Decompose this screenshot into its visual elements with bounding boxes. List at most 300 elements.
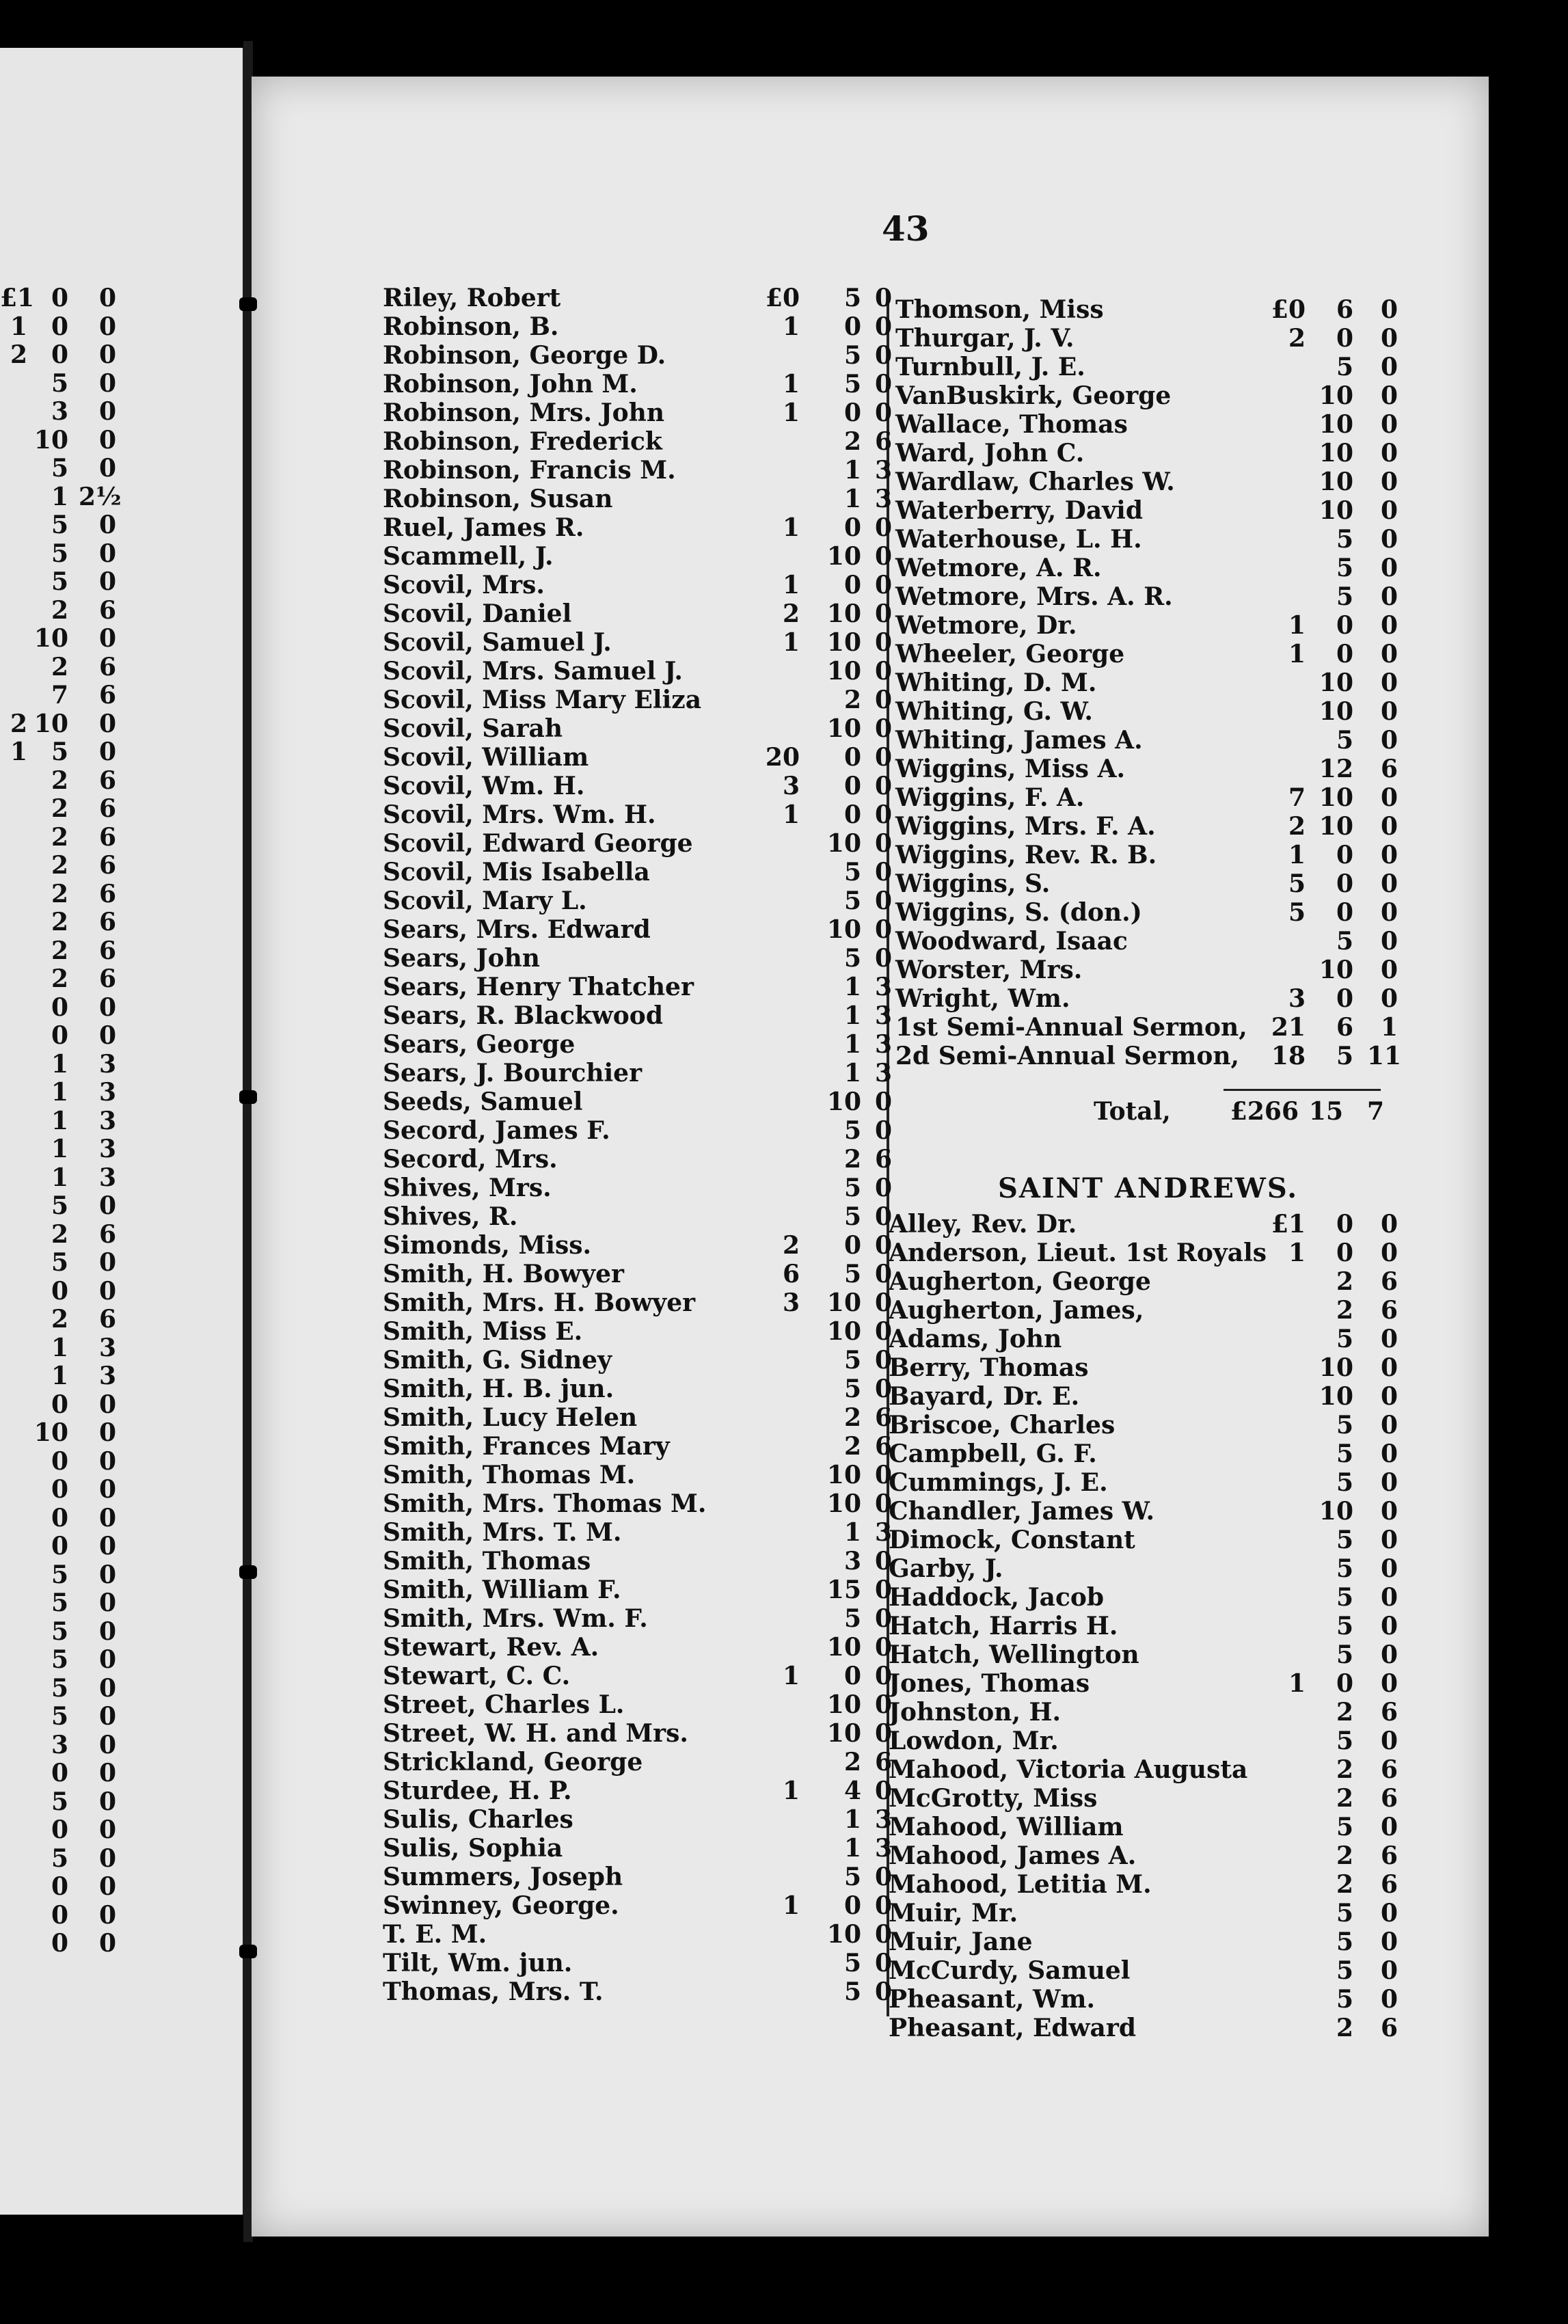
subscriber-row bbox=[383, 1489, 895, 1518]
amount-shillings: 5 bbox=[843, 887, 861, 915]
amount-pounds: 5 bbox=[1288, 869, 1306, 898]
left-page-amount-row bbox=[0, 851, 137, 880]
subscriber-name: Dimock, Constant bbox=[889, 1526, 1135, 1554]
amount-shillings: 5 bbox=[843, 1202, 861, 1231]
left-amount-pence: 0 bbox=[98, 1900, 116, 1930]
subscriber-name: Sears, Mrs. Edward bbox=[383, 915, 651, 944]
amount-shillings: 0 bbox=[1336, 640, 1353, 668]
amount-shillings: 3 bbox=[843, 1547, 861, 1576]
subscriber-name: Anderson, Lieut. 1st Royals bbox=[889, 1239, 1267, 1267]
subscriber-name: Jones, Thomas bbox=[889, 1669, 1090, 1698]
amount-pounds: 1 bbox=[782, 398, 800, 427]
amount-shillings: 0 bbox=[843, 1662, 861, 1690]
subscriber-row bbox=[895, 324, 1401, 353]
amount-pence: 6 bbox=[874, 1432, 892, 1461]
subscriber-name: Smith, Miss E. bbox=[383, 1317, 583, 1346]
amount-shillings: 5 bbox=[1336, 1440, 1353, 1468]
amount-pence: 0 bbox=[1380, 1526, 1398, 1554]
left-amount-pence: 0 bbox=[98, 312, 116, 341]
subscriber-row bbox=[383, 1949, 895, 1977]
subscriber-row bbox=[383, 1087, 895, 1116]
amount-shillings: 5 bbox=[1336, 1956, 1353, 1985]
subscriber-name: Strickland, George bbox=[383, 1748, 643, 1776]
subscriber-name: Robinson, Susan bbox=[383, 485, 613, 513]
left-page-amount-row bbox=[0, 426, 137, 455]
left-page-amount-row bbox=[0, 1248, 137, 1277]
left-page-amount-row bbox=[0, 908, 137, 936]
amount-shillings: 5 bbox=[1336, 1325, 1353, 1353]
amount-shillings: 10 bbox=[826, 1719, 861, 1748]
amount-shillings: 5 bbox=[1336, 1554, 1353, 1583]
amount-pence: 6 bbox=[1380, 1784, 1398, 1813]
left-amount-pence: 0 bbox=[98, 1872, 116, 1901]
amount-pounds: 2 bbox=[782, 1231, 800, 1260]
left-amount-shillings: 0 bbox=[51, 1759, 68, 1787]
amount-shillings: 10 bbox=[1319, 812, 1353, 841]
subscriber-row bbox=[383, 1776, 895, 1805]
left-amount-pence: 0 bbox=[98, 1702, 116, 1731]
amount-shillings: 1 bbox=[843, 1834, 861, 1863]
amount-shillings: 5 bbox=[1336, 1928, 1353, 1956]
subscriber-name: Wiggins, Rev. R. B. bbox=[895, 841, 1157, 869]
subscriber-row bbox=[895, 927, 1401, 956]
amount-pence: 0 bbox=[1380, 1440, 1398, 1468]
total-pounds: £266 bbox=[1230, 1097, 1299, 1126]
subscriber-name: Mahood, James A. bbox=[889, 1841, 1137, 1870]
amount-pounds: 6 bbox=[782, 1260, 800, 1288]
left-amount-shillings: 2 bbox=[51, 794, 68, 823]
amount-pence: 0 bbox=[874, 370, 892, 398]
left-page-amount-row bbox=[0, 284, 137, 312]
subscriber-row bbox=[889, 1296, 1401, 1325]
subscriber-name: Wright, Wm. bbox=[895, 984, 1070, 1013]
amount-pence: 3 bbox=[874, 973, 892, 1001]
amount-pence: 0 bbox=[1380, 1612, 1398, 1640]
amount-shillings: 5 bbox=[1336, 525, 1353, 554]
amount-pence: 0 bbox=[1380, 611, 1398, 640]
left-page-amount-row bbox=[0, 511, 137, 539]
amount-shillings: 2 bbox=[1336, 1870, 1353, 1899]
left-page-amount-row bbox=[0, 823, 137, 852]
amount-shillings: 2 bbox=[1336, 1755, 1353, 1784]
amount-pence: 0 bbox=[1380, 927, 1398, 956]
subscriber-name: Wetmore, Mrs. A. R. bbox=[895, 582, 1173, 611]
left-page-amount-row bbox=[0, 1475, 137, 1504]
subscriber-name: McGrotty, Miss bbox=[889, 1784, 1098, 1813]
amount-pence: 0 bbox=[1380, 1497, 1398, 1526]
left-amount-pounds: 1 bbox=[10, 738, 27, 766]
amount-shillings: 0 bbox=[843, 800, 861, 829]
subscriber-row bbox=[889, 1985, 1401, 2014]
amount-pence: 0 bbox=[874, 341, 892, 370]
amount-shillings: 0 bbox=[1336, 984, 1353, 1013]
subscriber-row bbox=[383, 858, 895, 887]
subscriber-row bbox=[383, 1260, 895, 1288]
left-amount-shillings: 7 bbox=[51, 681, 68, 710]
amount-pence: 6 bbox=[1380, 1870, 1398, 1899]
subscriber-row bbox=[383, 1231, 895, 1260]
amount-pence: 0 bbox=[1380, 1956, 1398, 1985]
page-number: 43 bbox=[882, 208, 930, 249]
amount-shillings: 5 bbox=[1336, 1468, 1353, 1497]
total-row bbox=[1094, 1097, 1388, 1126]
subscriber-name: Scovil, William bbox=[383, 743, 589, 772]
left-amount-shillings: 10 bbox=[33, 709, 68, 738]
subscriber-row bbox=[383, 427, 895, 456]
subscriber-name: Wallace, Thomas bbox=[895, 410, 1128, 439]
amount-pounds: 1 bbox=[782, 800, 800, 829]
left-amount-shillings: 0 bbox=[51, 1872, 68, 1901]
amount-shillings: 5 bbox=[1336, 726, 1353, 755]
left-amount-pence: 0 bbox=[98, 1589, 116, 1617]
subscriber-name: Smith, Mrs. Wm. F. bbox=[383, 1604, 648, 1633]
left-page-amount-row bbox=[0, 1872, 137, 1901]
amount-pence: 0 bbox=[874, 628, 892, 657]
subscriber-name: Muir, Jane bbox=[889, 1928, 1033, 1956]
subscriber-row bbox=[383, 973, 895, 1001]
left-page-amount-row bbox=[0, 340, 137, 369]
subscriber-name: Smith, H. Bowyer bbox=[383, 1260, 624, 1288]
subscriber-row bbox=[383, 1977, 895, 2006]
amount-pence: 6 bbox=[874, 1748, 892, 1776]
left-page-amount-row bbox=[0, 454, 137, 483]
subscriber-name: Seeds, Samuel bbox=[383, 1087, 583, 1116]
left-amount-pence: 0 bbox=[98, 1759, 116, 1787]
subscriber-row bbox=[895, 640, 1401, 668]
left-amount-pence: 3 bbox=[98, 1333, 116, 1362]
amount-shillings: 2 bbox=[843, 1748, 861, 1776]
left-amount-shillings: 0 bbox=[51, 1503, 68, 1532]
left-page-amount-row bbox=[0, 483, 137, 511]
amount-shillings: 0 bbox=[843, 513, 861, 542]
left-page-amount-row bbox=[0, 1901, 137, 1930]
subscriber-row bbox=[383, 1288, 895, 1317]
amount-pence: 0 bbox=[1380, 1640, 1398, 1669]
left-amount-shillings: 3 bbox=[51, 397, 68, 426]
amount-shillings: 10 bbox=[826, 599, 861, 628]
subscriber-name: Sears, J. Bourchier bbox=[383, 1059, 643, 1087]
amount-shillings: 0 bbox=[1336, 869, 1353, 898]
amount-shillings: 1 bbox=[843, 1805, 861, 1834]
subscriber-row bbox=[895, 812, 1401, 841]
left-amount-pence: 0 bbox=[98, 738, 116, 766]
amount-pence: 0 bbox=[874, 1891, 892, 1920]
amount-pence: 0 bbox=[874, 312, 892, 341]
amount-shillings: 5 bbox=[1336, 1526, 1353, 1554]
amount-pence: 0 bbox=[1380, 869, 1398, 898]
subscriber-row bbox=[383, 1174, 895, 1202]
left-page-amount-row bbox=[0, 1702, 137, 1731]
subscriber-name: Smith, Thomas M. bbox=[383, 1461, 636, 1489]
left-amount-pence: 0 bbox=[98, 1418, 116, 1447]
amount-shillings: 6 bbox=[1336, 1013, 1353, 1042]
left-page-amount-row bbox=[0, 1787, 137, 1816]
amount-shillings: 2 bbox=[1336, 2014, 1353, 2042]
amount-pence: 0 bbox=[874, 800, 892, 829]
amount-pence: 0 bbox=[874, 1375, 892, 1403]
left-amount-pence: 0 bbox=[98, 1843, 116, 1873]
amount-shillings: 1 bbox=[843, 456, 861, 485]
left-amount-pence: 6 bbox=[98, 908, 116, 936]
amount-pence: 0 bbox=[874, 657, 892, 686]
amount-pence: 0 bbox=[874, 1633, 892, 1662]
subscriber-name: 1st Semi-Annual Sermon, bbox=[895, 1013, 1247, 1042]
subscriber-row bbox=[383, 1920, 895, 1949]
amount-shillings: 12 bbox=[1319, 755, 1353, 783]
amount-pence: 3 bbox=[874, 1834, 892, 1863]
amount-pence: 0 bbox=[1380, 1353, 1398, 1382]
left-amount-pence: 0 bbox=[98, 709, 116, 738]
subscriber-name: Tilt, Wm. jun. bbox=[383, 1949, 573, 1977]
amount-pence: 0 bbox=[874, 1461, 892, 1489]
left-amount-shillings: 5 bbox=[51, 1843, 68, 1873]
left-amount-shillings: 5 bbox=[51, 1617, 68, 1646]
amount-shillings: 1 bbox=[843, 1518, 861, 1547]
amount-shillings: 0 bbox=[843, 772, 861, 800]
left-amount-pounds: 2 bbox=[10, 340, 27, 369]
left-page-amount-row bbox=[0, 397, 137, 426]
subscriber-name: McCurdy, Samuel bbox=[889, 1956, 1131, 1985]
left-page-amount-row bbox=[0, 539, 137, 568]
left-page-amount-row bbox=[0, 1163, 137, 1192]
left-page-amount-row bbox=[0, 993, 137, 1022]
left-page-amount-row bbox=[0, 1929, 137, 1958]
subscriber-row bbox=[895, 381, 1401, 410]
subscriber-row bbox=[889, 1440, 1401, 1468]
subscriber-row bbox=[383, 312, 895, 341]
amount-pence: 3 bbox=[874, 1030, 892, 1059]
left-amount-shillings: 5 bbox=[51, 1560, 68, 1589]
left-amount-shillings: 2 bbox=[51, 851, 68, 880]
subscriber-row bbox=[383, 398, 895, 427]
amount-shillings: 5 bbox=[843, 284, 861, 312]
left-page-amount-row bbox=[0, 1504, 137, 1532]
amount-shillings: 2 bbox=[843, 1432, 861, 1461]
left-page-amount-row bbox=[0, 624, 137, 653]
left-amount-pence: 0 bbox=[98, 1645, 116, 1674]
amount-pence: 0 bbox=[874, 714, 892, 743]
subscriber-row bbox=[383, 1690, 895, 1719]
amount-pence: 6 bbox=[1380, 1755, 1398, 1784]
subscriber-row bbox=[895, 1013, 1401, 1042]
left-amount-shillings: 10 bbox=[33, 425, 68, 455]
amount-shillings: 2 bbox=[1336, 1296, 1353, 1325]
left-amount-pence: 0 bbox=[98, 539, 116, 568]
subscriber-name: Secord, Mrs. bbox=[383, 1145, 558, 1174]
left-amount-shillings: 1 bbox=[51, 1333, 68, 1362]
subscriber-row bbox=[895, 956, 1401, 984]
amount-pounds: 21 bbox=[1271, 1013, 1306, 1042]
subscriber-row bbox=[889, 1841, 1401, 1870]
left-amount-shillings: 2 bbox=[51, 908, 68, 936]
left-amount-pence: 0 bbox=[98, 284, 116, 312]
subscriber-name: Muir, Mr. bbox=[889, 1899, 1018, 1928]
amount-pence: 0 bbox=[1380, 1727, 1398, 1755]
amount-pence: 6 bbox=[1380, 1296, 1398, 1325]
amount-shillings: 5 bbox=[843, 1863, 861, 1891]
subscriber-name: Smith, Mrs. H. Bowyer bbox=[383, 1288, 696, 1317]
left-page-amount-row bbox=[0, 1447, 137, 1476]
subscriber-row bbox=[889, 1554, 1401, 1583]
left-page-amount-row bbox=[0, 1362, 137, 1390]
amount-pence: 0 bbox=[874, 1977, 892, 2006]
left-page-amount-row bbox=[0, 1220, 137, 1249]
subscriber-name: Stewart, C. C. bbox=[383, 1662, 571, 1690]
amount-shillings: 10 bbox=[826, 1920, 861, 1949]
subscriber-row bbox=[895, 755, 1401, 783]
amount-pence: 0 bbox=[1380, 295, 1398, 324]
amount-shillings: 5 bbox=[843, 1375, 861, 1403]
left-amount-pence: 6 bbox=[98, 1305, 116, 1334]
total-shillings: 15 bbox=[1308, 1097, 1343, 1126]
subscriber-row bbox=[895, 295, 1401, 324]
left-amount-shillings: 5 bbox=[51, 738, 68, 766]
left-amount-shillings: 2 bbox=[51, 879, 68, 908]
amount-pence: 3 bbox=[874, 1001, 892, 1030]
subscriber-name: Turnbull, J. E. bbox=[895, 353, 1085, 381]
subscriber-row bbox=[889, 1899, 1401, 1928]
amount-shillings: 5 bbox=[1336, 1985, 1353, 2014]
left-page-amount-row bbox=[0, 1107, 137, 1135]
subscriber-row bbox=[383, 1346, 895, 1375]
amount-pence: 0 bbox=[1380, 1899, 1398, 1928]
amount-pounds: 1 bbox=[782, 1662, 800, 1690]
left-page-amount-row bbox=[0, 964, 137, 993]
subscriber-name: Wiggins, S. bbox=[895, 869, 1051, 898]
left-amount-pence: 0 bbox=[98, 1673, 116, 1703]
subscriber-row bbox=[889, 1640, 1401, 1669]
amount-pence: 0 bbox=[874, 1920, 892, 1949]
subscriber-row bbox=[383, 1202, 895, 1231]
left-amount-pence: 0 bbox=[98, 454, 116, 483]
subscriber-row bbox=[383, 800, 895, 829]
amount-shillings: 5 bbox=[1336, 1583, 1353, 1612]
subscriber-row bbox=[383, 284, 895, 312]
left-page-amount-row bbox=[0, 794, 137, 823]
subscriber-row bbox=[895, 697, 1401, 726]
subscriber-row bbox=[895, 869, 1401, 898]
subscriber-row bbox=[889, 1583, 1401, 1612]
amount-shillings: 10 bbox=[1319, 468, 1353, 496]
section-heading-saint-andrews: SAINT ANDREWS. bbox=[998, 1172, 1299, 1204]
subscriber-name: Wiggins, Miss A. bbox=[895, 755, 1126, 783]
amount-shillings: 15 bbox=[826, 1576, 861, 1604]
subscriber-name: Cummings, J. E. bbox=[889, 1468, 1108, 1497]
subscriber-name: Smith, Mrs. T. M. bbox=[383, 1518, 622, 1547]
subscriber-name: Smith, Frances Mary bbox=[383, 1432, 670, 1461]
subscriber-name: Worster, Mrs. bbox=[895, 956, 1083, 984]
subscriber-name: Bayard, Dr. E. bbox=[889, 1382, 1080, 1411]
left-amount-pence: 0 bbox=[98, 1276, 116, 1306]
subscriber-row bbox=[383, 686, 895, 714]
amount-pounds: 20 bbox=[765, 743, 800, 772]
amount-pence: 0 bbox=[874, 284, 892, 312]
amount-pence: 3 bbox=[874, 485, 892, 513]
amount-pence: 0 bbox=[1380, 726, 1398, 755]
left-amount-shillings: 1 bbox=[51, 1362, 68, 1390]
binding-stitch bbox=[239, 1945, 257, 1958]
subscriber-name: Waterberry, David bbox=[895, 496, 1143, 525]
left-amount-shillings: 5 bbox=[51, 1589, 68, 1617]
left-amount-pence: 0 bbox=[98, 1191, 116, 1220]
subscriber-row bbox=[895, 410, 1401, 439]
left-amount-pence: 0 bbox=[98, 624, 116, 653]
left-amount-shillings: 1 bbox=[51, 1163, 68, 1192]
subscriber-name: Robinson, B. bbox=[383, 312, 559, 341]
subscriber-name: Berry, Thomas bbox=[889, 1353, 1089, 1382]
subscriber-row bbox=[383, 1662, 895, 1690]
left-amount-pence: 0 bbox=[98, 511, 116, 539]
amount-pence: 0 bbox=[1380, 1239, 1398, 1267]
subscriber-name: Wardlaw, Charles W. bbox=[895, 468, 1175, 496]
amount-shillings: 5 bbox=[1336, 582, 1353, 611]
subscriber-name: Smith, William F. bbox=[383, 1576, 621, 1604]
amount-pence: 0 bbox=[874, 513, 892, 542]
left-amount-pence: 0 bbox=[98, 425, 116, 455]
subscriber-name: Wiggins, Mrs. F. A. bbox=[895, 812, 1156, 841]
subscriber-row bbox=[889, 1956, 1401, 1985]
amount-pence: 0 bbox=[874, 1231, 892, 1260]
amount-pence: 6 bbox=[1380, 1841, 1398, 1870]
subscriber-name: Augherton, James, bbox=[889, 1296, 1144, 1325]
amount-shillings: 0 bbox=[1336, 841, 1353, 869]
left-page-amount-row bbox=[0, 1532, 137, 1560]
subscriber-row bbox=[383, 1863, 895, 1891]
left-amount-shillings: 5 bbox=[51, 1645, 68, 1674]
subscriber-row bbox=[895, 468, 1401, 496]
subscriber-row bbox=[383, 1604, 895, 1633]
subscriber-row bbox=[889, 1411, 1401, 1440]
amount-shillings: 10 bbox=[1319, 439, 1353, 468]
left-amount-pence: 2½ bbox=[79, 482, 122, 511]
subscriber-row bbox=[895, 783, 1401, 812]
subscriber-row bbox=[889, 1727, 1401, 1755]
amount-shillings: 5 bbox=[843, 858, 861, 887]
amount-pence: 0 bbox=[874, 398, 892, 427]
subscriber-name: Whiting, D. M. bbox=[895, 668, 1097, 697]
amount-shillings: 0 bbox=[1336, 1210, 1353, 1239]
left-page-amount-row bbox=[0, 1021, 137, 1050]
left-amount-shillings: 5 bbox=[51, 454, 68, 483]
subscriber-name: Thomson, Miss bbox=[895, 295, 1104, 324]
left-amount-pence: 0 bbox=[98, 1815, 116, 1844]
left-page-amount-row bbox=[0, 1135, 137, 1163]
amount-pounds: 1 bbox=[782, 312, 800, 341]
amount-shillings: 6 bbox=[1336, 295, 1353, 324]
subscriber-row bbox=[889, 1267, 1401, 1296]
subscriber-row bbox=[889, 1497, 1401, 1526]
left-page-amount-row bbox=[0, 681, 137, 710]
amount-pence: 0 bbox=[874, 1576, 892, 1604]
left-page-amount-row bbox=[0, 369, 137, 398]
subscriber-name: Sulis, Charles bbox=[383, 1805, 573, 1834]
left-page-amount-row bbox=[0, 653, 137, 681]
subscriber-name: Whiting, James A. bbox=[895, 726, 1143, 755]
amount-shillings: 5 bbox=[843, 944, 861, 973]
left-amount-shillings: 1 bbox=[51, 1049, 68, 1079]
left-amount-shillings: 0 bbox=[51, 1532, 68, 1560]
amount-pence: 0 bbox=[1380, 381, 1398, 410]
amount-shillings: 10 bbox=[826, 829, 861, 858]
subscriber-name: Chandler, James W. bbox=[889, 1497, 1155, 1526]
left-amount-pence: 6 bbox=[98, 652, 116, 681]
subscriber-name: Pheasant, Edward bbox=[889, 2014, 1137, 2042]
subscriber-row bbox=[889, 1382, 1401, 1411]
amount-pence: 0 bbox=[874, 542, 892, 571]
subscriber-name: Waterhouse, L. H. bbox=[895, 525, 1142, 554]
subscriber-row bbox=[889, 1755, 1401, 1784]
amount-pence: 0 bbox=[1380, 1985, 1398, 2014]
